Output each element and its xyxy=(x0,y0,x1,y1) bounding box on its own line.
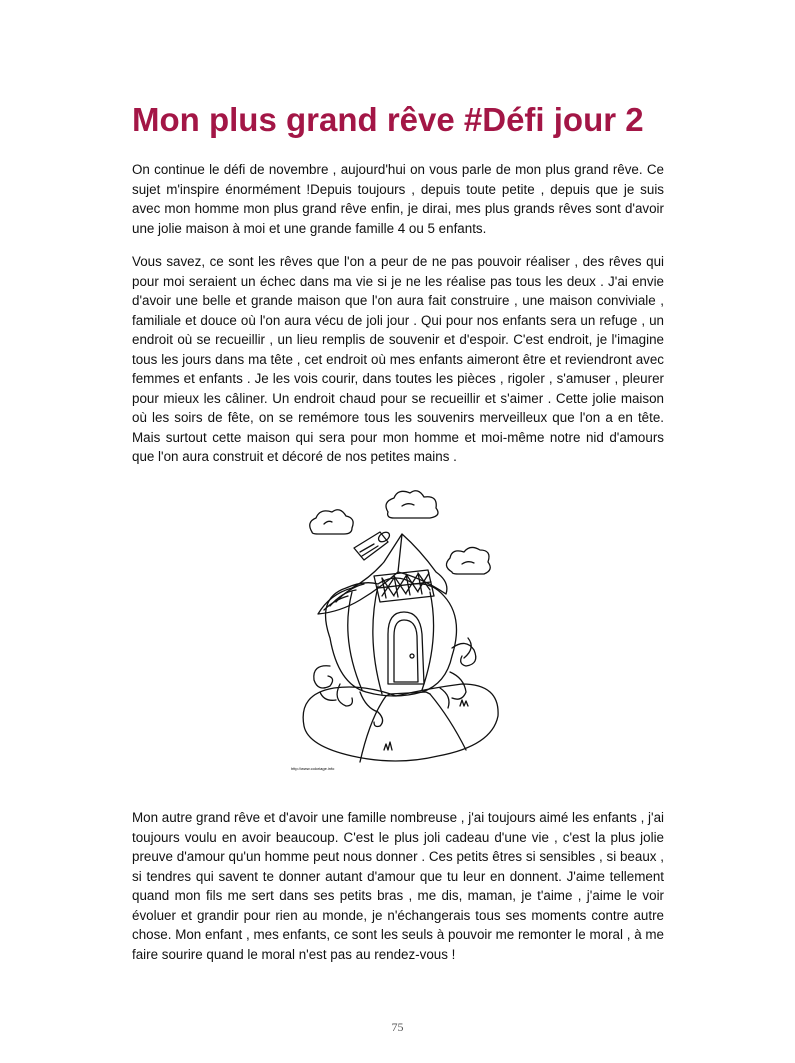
vine-left-icon xyxy=(314,666,383,727)
pumpkin-body-icon xyxy=(326,578,457,696)
paragraph-family-dream: Mon autre grand rêve et d'avoir une famille nombreuse , j'ai toujours aimé les enfants , j'ai toujours voulu en avoir beaucoup. C'est le plus joli cadeau d'une vie , c'est la plus jolie preuve d'amour qu'un homme peut nous donner . Ces petits êtres si sensibles , si beaux , si tendres qui savent te donner autant d'amour que tu leur en donnent. J'aime tellement quand mon fils me sert dans ses petits bras , me dis, maman, je t'aime , j'aime le voir évoluer et grandir pour rien au monde, je n'échangerais tous ses moments contre autre chose. Mon enfant , mes enfants, ce sont les seuls à pouvoir me remonter le moral , à me faire sourire quand le moral n'est pas au rendez-vous ! xyxy=(132,810,664,962)
paragraph-intro: On continue le défi de novembre , aujourd'hui on vous parle de mon plus grand rêve. Ce sujet m'inspire énormément !Depuis toujours , depuis toute petite , depuis que je suis avec mon homme mon plus grand rêve enfin, je dirai, mes plus grands rêves sont d'avoir une jolie maison à moi et une grande famille 4 ou 5 enfants. xyxy=(132,162,664,236)
illustration-credit: http://www.coloriage.info xyxy=(291,766,335,771)
cloud-left-icon xyxy=(310,510,353,534)
page-title: Mon plus grand rêve #Défi jour 2 xyxy=(132,101,644,138)
door-icon xyxy=(388,612,424,684)
pumpkin-house-icon xyxy=(290,488,502,770)
cloud-top-icon xyxy=(386,491,438,518)
page-number: 75 xyxy=(391,1020,404,1034)
cloud-right-icon xyxy=(446,547,490,574)
paragraph-house-dream: Vous savez, ce sont les rêves que l'on a peur de ne pas pouvoir réaliser , des rêves qui pour moi seraient un échec dans ma vie si je ne les réalise pas tous les deux . J'ai envie d'avoir une belle et grande maison que l'on aura fait construire , une maison conviviale , familiale et douce où l'on aura vécu de joli jour . Qui pour nos enfants sera un refuge , un endroit où se recueillir , un lieu remplis de souvenir et d'espoir. C'est endroit, je l'imagine tous les jours dans ma tête , cet endroit où mes enfants aimeront être et reviendront avec femmes et enfants . Je les vois courir, dans toutes les pièces , rigoler , s'amuser , pleurer pour mieux les câliner. Un endroit chaud pour se recueillir et s'aimer . Cette jolie maison où les soirs de fête, on se remémore tous les souvenirs merveilleux que l'on a en tête. Mais surtout cette maison qui sera pour mon homme et moi-même notre nid d'amours que l'on aura construit et décoré de nos petites mains . xyxy=(132,254,664,464)
window-icon xyxy=(374,570,434,602)
chimney-icon xyxy=(354,530,391,560)
